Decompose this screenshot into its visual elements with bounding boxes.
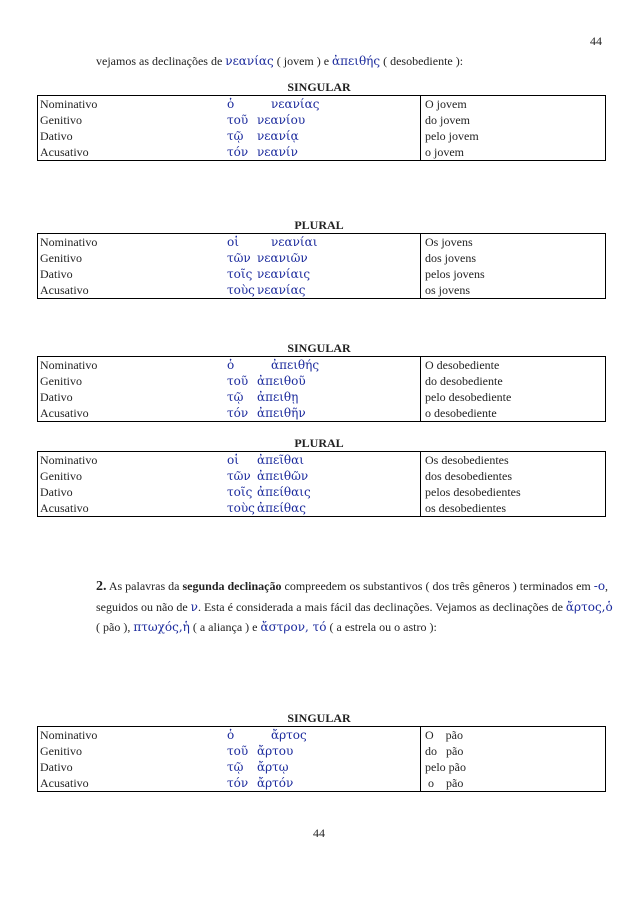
table-row bbox=[38, 128, 606, 144]
case-label: Genitivo bbox=[40, 744, 82, 758]
table-row bbox=[38, 452, 606, 469]
table-row bbox=[38, 373, 606, 389]
table-row bbox=[38, 468, 606, 484]
greek-word-artos: ἄρτος,ὁ bbox=[565, 600, 613, 614]
case-label: Acusativo bbox=[40, 406, 89, 420]
para-text: , seguidos ou não de bbox=[96, 579, 609, 614]
declension-table-1 bbox=[37, 95, 606, 161]
table-row bbox=[38, 500, 606, 517]
page-number-top: 44 bbox=[590, 34, 602, 48]
translation: os desobedientes bbox=[421, 500, 606, 517]
case-label: Nominativo bbox=[40, 728, 98, 742]
table-row bbox=[38, 250, 606, 266]
table-row bbox=[38, 405, 606, 422]
greek-form: τῷ νεανίᾳ bbox=[227, 129, 299, 143]
para-text: compreedem os substantivos ( dos três gêneros ) terminados em bbox=[281, 579, 594, 593]
translation: pelo desobediente bbox=[421, 389, 606, 405]
intro-middle: ( jovem ) e bbox=[273, 54, 333, 68]
para-text: ( a aliança ) e bbox=[189, 620, 261, 634]
table-row bbox=[38, 743, 606, 759]
case-label: Nominativo bbox=[40, 235, 98, 249]
translation: pelo pão bbox=[421, 759, 606, 775]
greek-form: τοῖς νεανίαις bbox=[227, 267, 311, 281]
table-row bbox=[38, 112, 606, 128]
case-label: Acusativo bbox=[40, 283, 89, 297]
case-label: Nominativo bbox=[40, 358, 98, 372]
translation: Os jovens bbox=[421, 234, 606, 251]
table-row bbox=[38, 759, 606, 775]
intro-prefix: vejamos as declinações de bbox=[96, 54, 226, 68]
greek-word-astron: ἄστρον, τό bbox=[260, 620, 327, 634]
greek-form: τοὺς ἀπείθας bbox=[227, 501, 306, 515]
para-text: ( pão ), bbox=[96, 620, 134, 634]
translation: O jovem bbox=[421, 96, 606, 113]
page-number-bottom: 44 bbox=[313, 826, 325, 840]
paragraph-second-declension bbox=[96, 576, 616, 637]
greek-form: τῷ ἄρτῳ bbox=[227, 760, 289, 774]
greek-form: τοῖς ἀπείθαις bbox=[227, 485, 311, 499]
table-row bbox=[38, 389, 606, 405]
greek-form: τοῦ ἀπειθοῦ bbox=[227, 374, 306, 388]
case-label: Genitivo bbox=[40, 469, 82, 483]
declension-table-5 bbox=[37, 726, 606, 792]
greek-form: ὁ ἀπειθής bbox=[227, 358, 320, 372]
table-row bbox=[38, 144, 606, 161]
case-label: Genitivo bbox=[40, 251, 82, 265]
translation: dos desobedientes bbox=[421, 468, 606, 484]
case-label: Genitivo bbox=[40, 113, 82, 127]
greek-form: τόν νεανίν bbox=[227, 145, 298, 159]
translation: O desobediente bbox=[421, 357, 606, 374]
intro-suffix: ( desobediente ): bbox=[380, 54, 464, 68]
table-row bbox=[38, 234, 606, 251]
case-label: Genitivo bbox=[40, 374, 82, 388]
table-4-title: PLURAL bbox=[294, 436, 344, 450]
table-3-title: SINGULAR bbox=[287, 341, 351, 355]
translation: O pão bbox=[421, 727, 606, 744]
declension-table-4 bbox=[37, 451, 606, 517]
greek-form: τῶν ἀπειθῶν bbox=[227, 469, 309, 483]
paragraph-number: 2. bbox=[96, 579, 107, 594]
table-row bbox=[38, 266, 606, 282]
case-label: Acusativo bbox=[40, 501, 89, 515]
translation: pelos desobedientes bbox=[421, 484, 606, 500]
case-label: Dativo bbox=[40, 129, 73, 143]
greek-form: ὁ νεανίας bbox=[227, 97, 320, 111]
translation: do pão bbox=[421, 743, 606, 759]
case-label: Nominativo bbox=[40, 97, 98, 111]
greek-word-apeithes: ἀπειθής bbox=[332, 54, 381, 68]
case-label: Dativo bbox=[40, 485, 73, 499]
table-row bbox=[38, 775, 606, 792]
translation: do jovem bbox=[421, 112, 606, 128]
table-1-title: SINGULAR bbox=[287, 80, 351, 94]
table-5-title: SINGULAR bbox=[287, 711, 351, 725]
table-row bbox=[38, 727, 606, 744]
greek-form: οἱ ἀπεῖθαι bbox=[227, 453, 304, 467]
translation: o desobediente bbox=[421, 405, 606, 422]
translation: dos jovens bbox=[421, 250, 606, 266]
case-label: Nominativo bbox=[40, 453, 98, 467]
greek-word-neanias: νεανίας bbox=[225, 54, 274, 68]
greek-form: τοῦ ἄρτου bbox=[227, 744, 294, 758]
greek-form: τοὺς νεανίας bbox=[227, 283, 306, 297]
greek-word-ptoxos: πτωχός,ἡ bbox=[133, 620, 190, 634]
greek-ending-o: -ο bbox=[593, 579, 606, 593]
declension-table-2 bbox=[37, 233, 606, 299]
translation: o pão bbox=[421, 775, 606, 792]
greek-form: ὁ ἄρτος bbox=[227, 728, 307, 742]
case-label: Acusativo bbox=[40, 776, 89, 790]
translation: do desobediente bbox=[421, 373, 606, 389]
table-row bbox=[38, 484, 606, 500]
greek-letter-nu: ν bbox=[190, 600, 198, 614]
greek-form: τόν ἄρτόν bbox=[227, 776, 294, 790]
table-row bbox=[38, 96, 606, 113]
translation: o jovem bbox=[421, 144, 606, 161]
greek-form: οἱ νεανίαι bbox=[227, 235, 318, 249]
case-label: Acusativo bbox=[40, 145, 89, 159]
para-bold: segunda declinação bbox=[182, 579, 282, 593]
table-row bbox=[38, 357, 606, 374]
case-label: Dativo bbox=[40, 267, 73, 281]
case-label: Dativo bbox=[40, 760, 73, 774]
case-label: Dativo bbox=[40, 390, 73, 404]
translation: os jovens bbox=[421, 282, 606, 299]
greek-form: τοῦ νεανίου bbox=[227, 113, 306, 127]
translation: pelos jovens bbox=[421, 266, 606, 282]
para-text: As palavras da bbox=[106, 579, 183, 593]
para-text: . Esta é considerada a mais fácil das declinações. Vejamos as declinações de bbox=[197, 600, 566, 614]
greek-form: τῶν νεανιῶν bbox=[227, 251, 308, 265]
greek-form: τῷ ἀπειθῃ bbox=[227, 390, 299, 404]
greek-form: τόν ἀπειθῆν bbox=[227, 406, 306, 420]
table-2-title: PLURAL bbox=[294, 218, 344, 232]
translation: pelo jovem bbox=[421, 128, 606, 144]
para-text: ( a estrela ou o astro ): bbox=[326, 620, 437, 634]
declension-table-3 bbox=[37, 356, 606, 422]
intro-line bbox=[96, 54, 463, 69]
translation: Os desobedientes bbox=[421, 452, 606, 469]
table-row bbox=[38, 282, 606, 299]
